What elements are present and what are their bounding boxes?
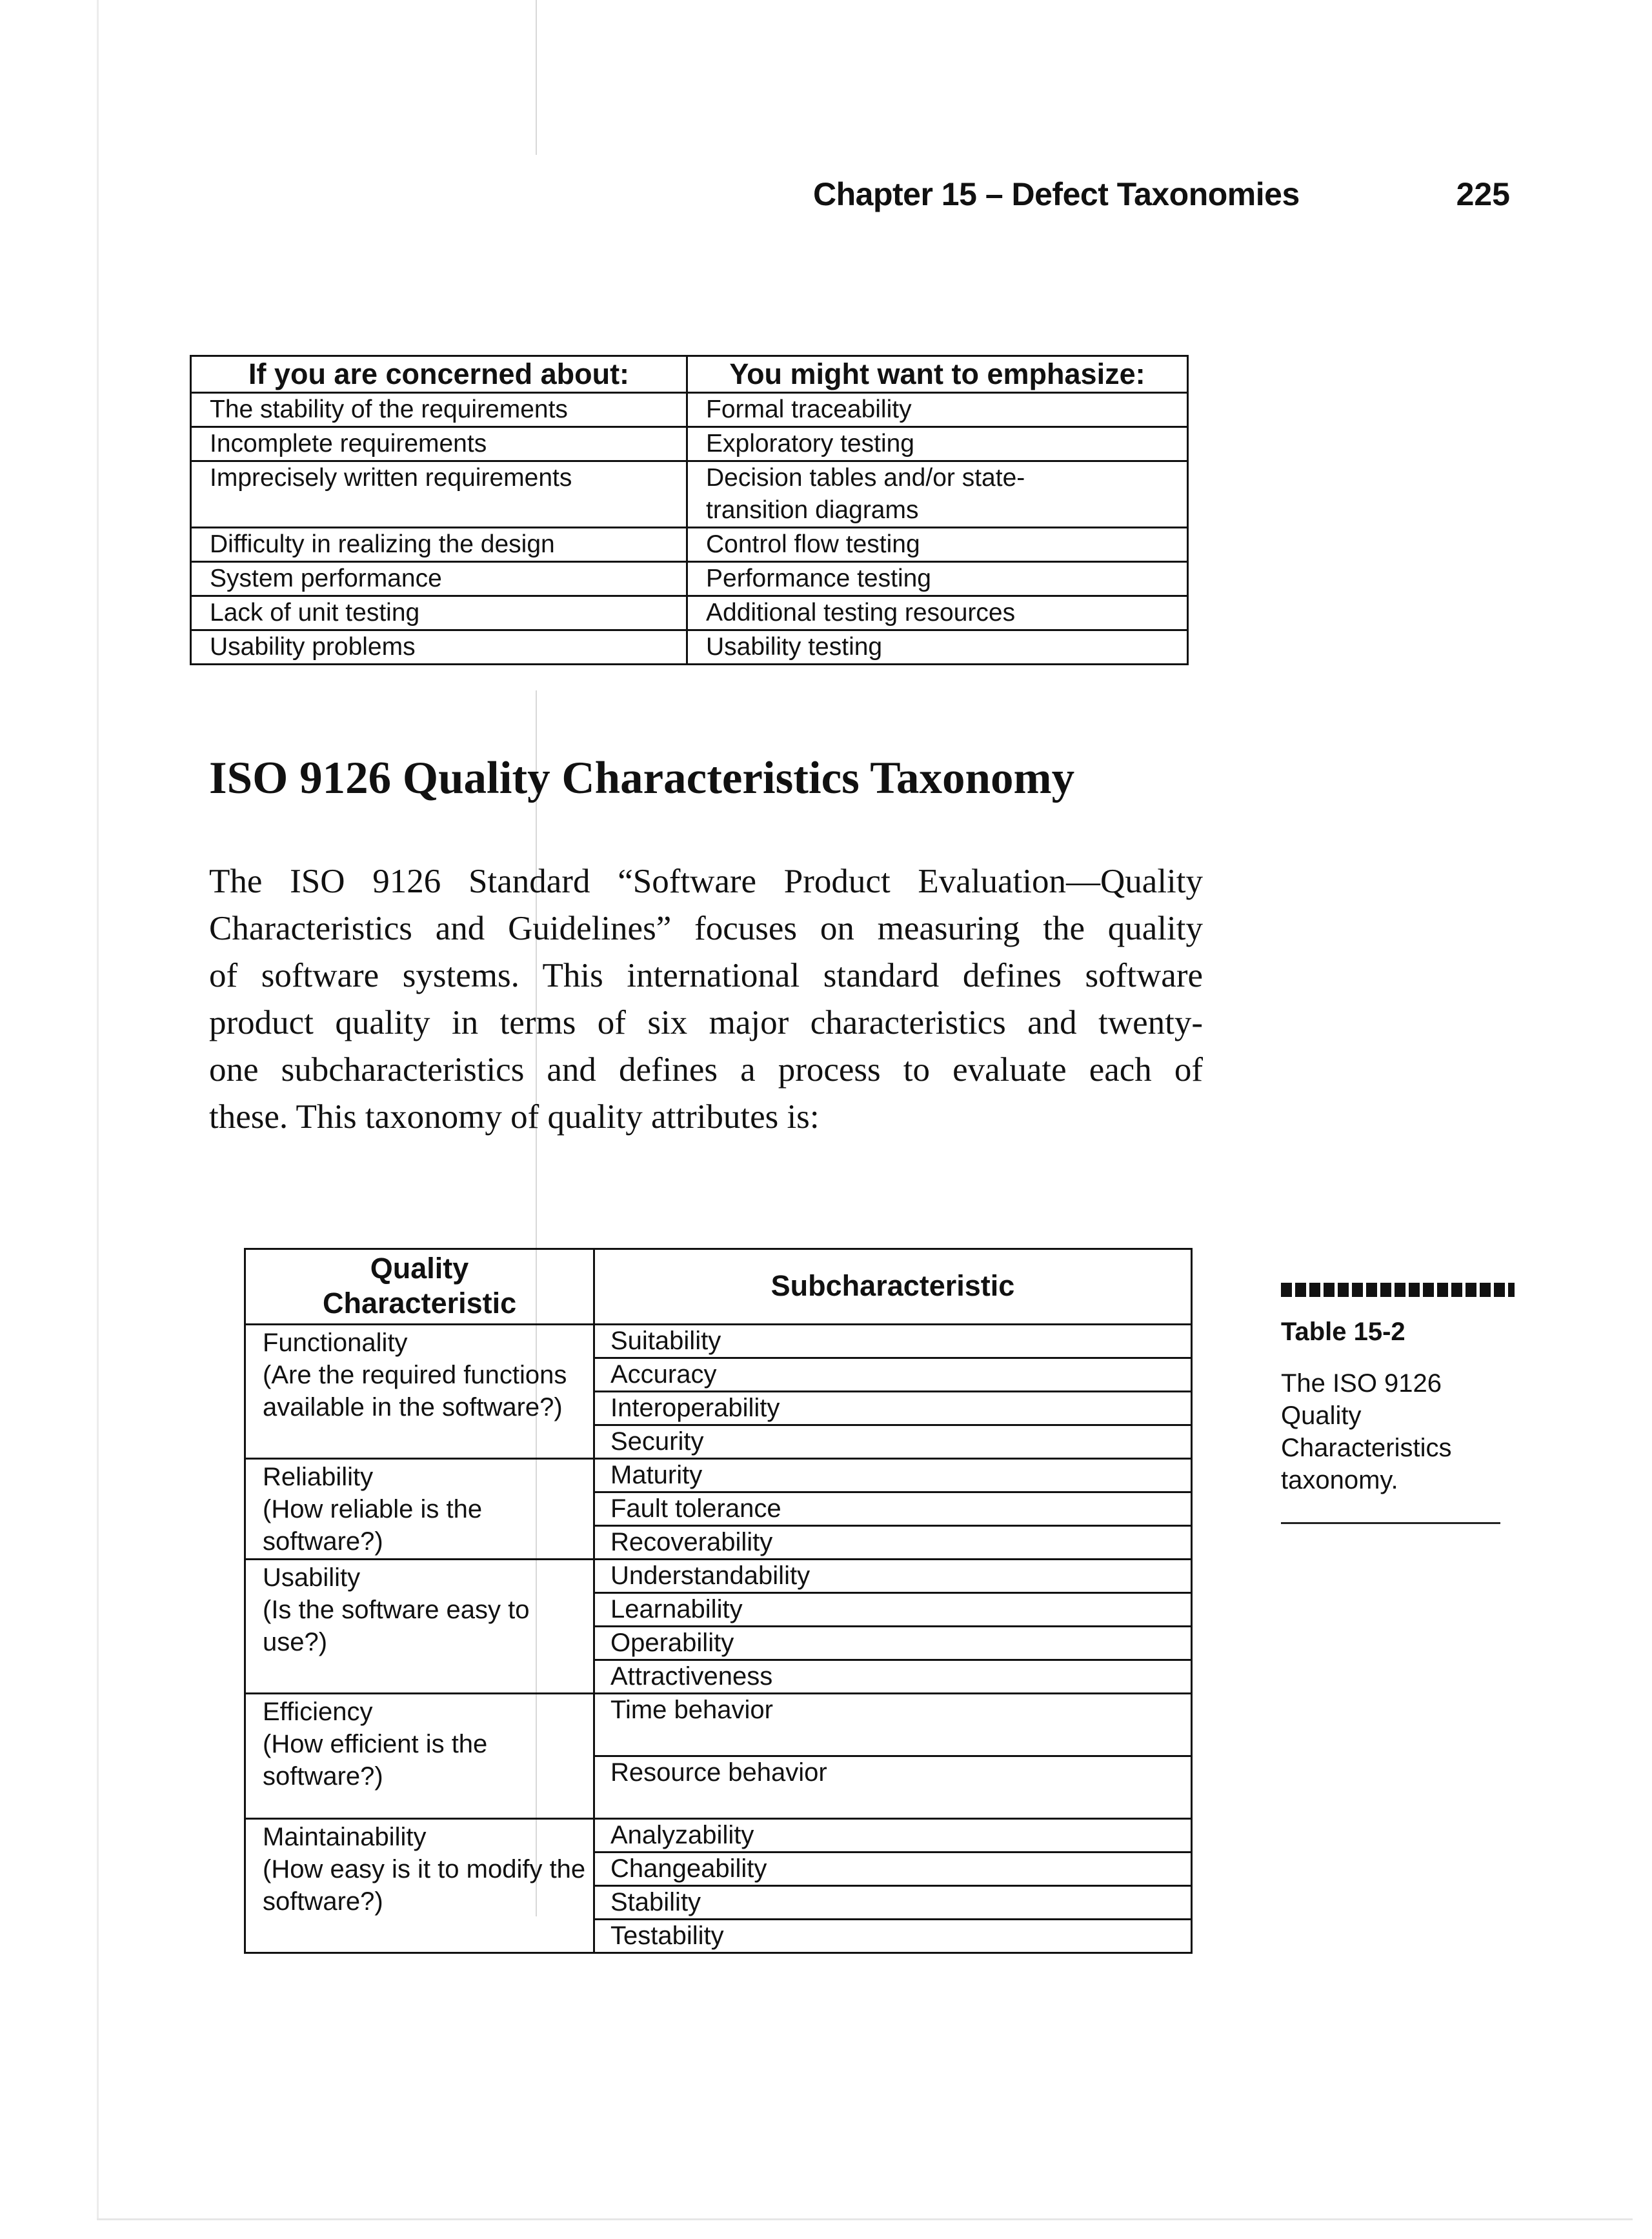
table-cell: Incomplete requirements	[191, 427, 687, 461]
table-label: Table 15-2	[1281, 1318, 1405, 1346]
table-cell: Additional testing resources	[687, 596, 1188, 630]
paragraph-line: Characteristics and Guidelines” focuses on measuring the quality	[209, 910, 1203, 947]
table-cell: Usability problems	[191, 630, 687, 665]
table-cell: Exploratory testing	[687, 427, 1188, 461]
table-cell: The stability of the requirements	[191, 393, 687, 427]
subcharacteristic-cell: Fault tolerance	[594, 1492, 1192, 1526]
cell-text: Decision tables and/or state-transition diagrams	[706, 464, 1025, 524]
quality-characteristic-cell	[245, 1819, 594, 1953]
table-row	[245, 1459, 1192, 1492]
characteristic-name: Usability	[263, 1563, 361, 1592]
table-sidebar	[1281, 1283, 1515, 1524]
table-cell: Formal traceability	[687, 393, 1188, 427]
subcharacteristic-cell: Maturity	[594, 1459, 1192, 1492]
subcharacteristic-cell: Learnability	[594, 1593, 1192, 1627]
characteristic-name: Maintainability	[263, 1823, 427, 1851]
subcharacteristic-cell: Understandability	[594, 1560, 1192, 1593]
running-head	[813, 176, 1510, 221]
subcharacteristic-cell: Accuracy	[594, 1358, 1192, 1392]
subcharacteristic-cell: Security	[594, 1425, 1192, 1459]
sidebar-divider	[1281, 1522, 1500, 1524]
paragraph-line: The ISO 9126 Standard “Software Product Evaluation—Quality	[209, 863, 1203, 900]
table-caption: The ISO 9126 Quality Characteristics taxonomy.	[1281, 1369, 1452, 1494]
table-cell: Usability testing	[687, 630, 1188, 665]
subcharacteristic-cell: Changeability	[594, 1852, 1192, 1886]
table-cell: Control flow testing	[687, 528, 1188, 562]
subcharacteristic-cell: Operability	[594, 1627, 1192, 1660]
subcharacteristic-cell: Interoperability	[594, 1392, 1192, 1425]
subcharacteristic-cell: Stability	[594, 1886, 1192, 1920]
column-header: You might want to emphasize:	[687, 356, 1188, 393]
table-row	[245, 1560, 1192, 1593]
table-row	[191, 427, 1188, 461]
table-row	[191, 596, 1188, 630]
table-row	[245, 1694, 1192, 1756]
subcharacteristic-cell: Attractiveness	[594, 1660, 1192, 1694]
binding-gutter-line	[536, 0, 537, 155]
table-cell: Performance testing	[687, 562, 1188, 596]
concerns-table	[190, 355, 1189, 665]
table-row	[245, 1819, 1192, 1852]
characteristic-question: (How efficient is the software?)	[263, 1730, 488, 1791]
table-row	[191, 630, 1188, 665]
scan-edge	[97, 0, 99, 2220]
subcharacteristic-cell: Recoverability	[594, 1526, 1192, 1560]
chapter-title: Chapter 15 – Defect Taxonomies	[813, 176, 1300, 212]
section-heading: ISO 9126 Quality Characteristics Taxonomy	[209, 753, 1075, 803]
page-number: 225	[1456, 176, 1510, 212]
characteristic-question: (How easy is it to modify the software?)	[263, 1855, 586, 1916]
subcharacteristic-cell: Resource behavior	[594, 1756, 1192, 1819]
paragraph-line: one subcharacteristics and defines a process to evaluate each of	[209, 1051, 1203, 1089]
table-row	[191, 393, 1188, 427]
characteristic-name: Functionality	[263, 1329, 408, 1357]
characteristic-name: Reliability	[263, 1463, 374, 1491]
column-header-text: Quality Characteristic	[323, 1252, 517, 1320]
quality-characteristic-cell	[245, 1325, 594, 1459]
paragraph-line: of software systems. This international standard defines software	[209, 957, 1203, 994]
subcharacteristic-cell: Testability	[594, 1920, 1192, 1953]
table-cell: Imprecisely written requirements	[191, 461, 687, 528]
subcharacteristic-cell: Time behavior	[594, 1694, 1192, 1756]
paragraph-line: product quality in terms of six major characteristics and twenty-	[209, 1004, 1203, 1041]
table-cell: Lack of unit testing	[191, 596, 687, 630]
table-cell	[687, 461, 1188, 528]
scan-edge	[97, 2218, 1633, 2220]
subcharacteristic-cell: Analyzability	[594, 1819, 1192, 1852]
characteristic-question: (Are the required functions available in the software?)	[263, 1361, 567, 1421]
table-cell: Difficulty in realizing the design	[191, 528, 687, 562]
characteristic-question: (Is the software easy to use?)	[263, 1596, 530, 1656]
characteristic-question: (How reliable is the software?)	[263, 1495, 483, 1556]
quality-characteristic-cell	[245, 1560, 594, 1694]
body-paragraph	[209, 858, 1203, 1141]
table-header-row	[245, 1249, 1192, 1325]
column-header	[245, 1249, 594, 1325]
column-header: If you are concerned about:	[191, 356, 687, 393]
column-header: Subcharacteristic	[594, 1249, 1192, 1325]
table-header-row	[191, 356, 1188, 393]
table-row	[191, 461, 1188, 528]
subcharacteristic-cell: Suitability	[594, 1325, 1192, 1358]
table-row	[191, 562, 1188, 596]
quality-characteristic-cell	[245, 1694, 594, 1819]
table-row	[191, 528, 1188, 562]
quality-characteristic-cell	[245, 1459, 594, 1560]
iso-9126-table	[244, 1248, 1193, 1954]
sidebar-dotted-rule	[1281, 1283, 1515, 1297]
characteristic-name: Efficiency	[263, 1698, 373, 1726]
paragraph-line: these. This taxonomy of quality attributes is:	[209, 1098, 820, 1136]
table-cell: System performance	[191, 562, 687, 596]
table-row	[245, 1325, 1192, 1358]
